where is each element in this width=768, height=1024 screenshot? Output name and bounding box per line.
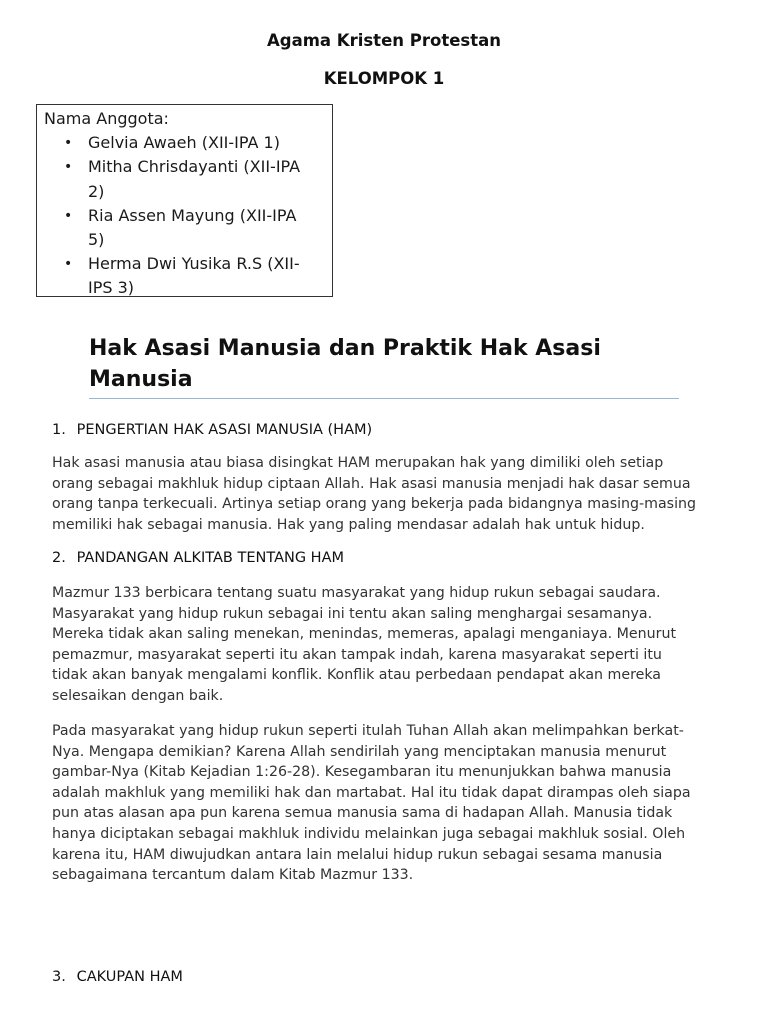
- list-item: [64, 155, 324, 203]
- paragraph-1: [52, 453, 742, 535]
- paragraph-line: gambar-Nya (Kitab Kejadian 1:26-28). Kesegambaran itu menunjukkan bahwa manusia: [52, 764, 672, 781]
- paragraph-line: pemazmur, masyarakat seperti itu akan tampak indah, karena masyarakat seperti itu: [52, 646, 662, 663]
- section-heading-1: [52, 420, 372, 440]
- section-title: PANDANGAN ALKITAB TENTANG HAM: [76, 550, 345, 566]
- section-heading-3: [52, 967, 183, 987]
- paragraph-line: pun atas alasan apa pun karena semua manusia sama di hadapan Allah. Manusia tidak: [52, 805, 673, 822]
- paragraph-line: Mazmur 133 berbicara tentang suatu masyarakat yang hidup rukun sebagai saudara.: [52, 585, 661, 601]
- main-heading-line: Manusia: [89, 367, 193, 392]
- member-name: Ria Assen Mayung (XII-IPA: [88, 205, 297, 225]
- paragraph-line: sebagaimana tercantum dalam Kitab Mazmur 133.: [52, 867, 414, 884]
- list-item: [64, 252, 324, 300]
- member-name: Gelvia Awaeh (XII-IPA 1): [88, 133, 280, 153]
- member-list: [44, 131, 324, 300]
- paragraph-line: orang tanpa terkecuali. Artinya setiap orang yang bekerja pada bidangnya masing-masing: [52, 496, 697, 513]
- member-list-label: Nama Anggota:: [44, 109, 169, 128]
- paragraph-line: Nya. Mengapa demikian? Karena Allah sendirilah yang menciptakan manusia menurut: [52, 743, 667, 760]
- paragraph-line: adalah makhluk yang memiliki hak dan martabat. Hal itu tidak dapat dirampas oleh siapa: [52, 784, 691, 801]
- main-heading-line: Hak Asasi Manusia dan Praktik Hak Asasi: [89, 336, 601, 361]
- bullet-icon: •: [64, 159, 73, 176]
- doc-title: Agama Kristen Protestan: [267, 31, 501, 50]
- member-name: Herma Dwi Yusika R.S (XII-: [88, 254, 300, 274]
- paragraph-line: Mereka tidak akan saling menekan, menindas, memeras, apalagi menganiaya. Menurut: [52, 626, 677, 643]
- paragraph-line: Hak asasi manusia atau biasa disingkat HAM merupakan hak yang dimiliki oleh setiap: [52, 455, 664, 471]
- paragraph-line: tidak akan banyak mengalami konflik. Konflik atau perbedaan pendapat akan mereka: [52, 667, 661, 684]
- paragraph-line: Pada masyarakat yang hidup rukun seperti itulah Tuhan Allah akan melimpahkan berkat-: [52, 723, 684, 739]
- paragraph-line: karena itu, HAM diwujudkan antara lain melalui hidup rukun sebagai sesama manusia: [52, 846, 663, 863]
- section-number: 2.: [52, 550, 66, 566]
- bullet-icon: •: [64, 207, 73, 224]
- list-item: [64, 204, 324, 252]
- heading-divider: [89, 398, 679, 399]
- list-item: [64, 131, 324, 155]
- group-title: KELOMPOK 1: [323, 69, 445, 88]
- paragraph-2: [52, 583, 742, 707]
- member-list-box: [36, 104, 333, 297]
- member-name-cont: 2): [88, 181, 105, 201]
- paragraph-line: memiliki hak sebagai manusia. Hak yang paling mendasar adalah hak untuk hidup.: [52, 516, 645, 533]
- section-number: 3.: [52, 969, 66, 985]
- section-number: 1.: [52, 422, 66, 438]
- section-heading-2: [52, 548, 344, 568]
- member-name-cont: IPS 3): [88, 278, 135, 298]
- paragraph-line: selesaikan dengan baik.: [52, 687, 224, 704]
- bullet-icon: •: [64, 135, 73, 152]
- paragraph-line: orang sebagai makhluk hidup ciptaan Allah. Hak asasi manusia menjadi hak dasar semua: [52, 475, 691, 492]
- member-name-cont: 5): [88, 230, 105, 250]
- bullet-icon: •: [64, 256, 73, 273]
- paragraph-line: Masyarakat yang hidup rukun sebagai ini tentu akan saling menghargai sesamanya.: [52, 605, 653, 622]
- main-heading: [89, 333, 669, 395]
- paragraph-3: [52, 721, 742, 886]
- member-name: Mitha Chrisdayanti (XII-IPA: [88, 157, 301, 177]
- section-title: CAKUPAN HAM: [76, 969, 183, 985]
- section-title: PENGERTIAN HAK ASASI MANUSIA (HAM): [76, 422, 373, 438]
- paragraph-line: hanya diciptakan sebagai makhluk individu melainkan juga sebagai makhluk sosial. Oleh: [52, 825, 686, 842]
